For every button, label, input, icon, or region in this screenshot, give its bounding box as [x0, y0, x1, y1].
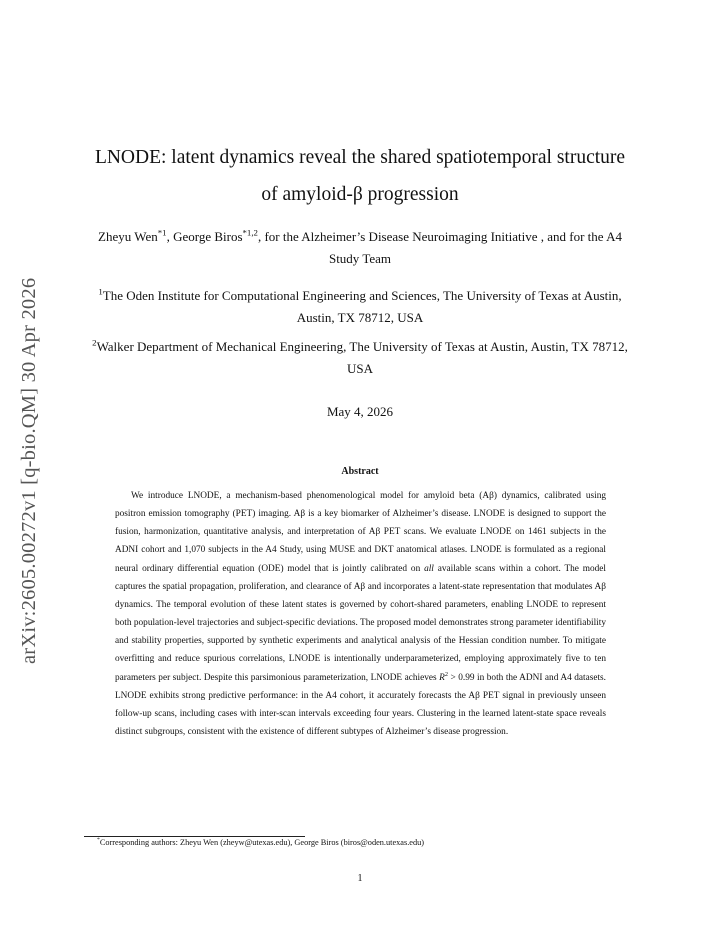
title-line-1: LNODE: latent dynamics reveal the shared spatiotemporal structure — [94, 147, 626, 168]
abstract-text-part: available scans within a cohort. The model captures the spatial propagation, proliferation, and clearance of Aβ and incorporates a latent-state representation that modulates Aβ dynamics. The temporal evolution of these latent states is governed by cohort-shared parameters, enabling LNODE to represent both population-level trajectories and subject-specific deviations. The proposed model demonstrates strong parameter identifiability and stability properties, supported by synthetic experiments and analytical analysis of the Hessian condition number. To mitigate overfitting and reduce spurious correlations, LNODE is intentionally underparameterized, employing approximately five to ten parameters per subject. Despite this parsimonious parameterization, LNODE achieves — [115, 563, 606, 683]
affiliation-2 — [84, 336, 636, 380]
page-number: 1 — [357, 873, 363, 884]
r-squared-exponent: 2 — [444, 670, 448, 678]
author-list — [84, 226, 636, 270]
corresponding-author-footnote — [97, 838, 424, 847]
title-line-2: of amyloid-β progression — [261, 184, 459, 205]
arxiv-identifier-stamp: arXiv:2605.00272v1 [q-bio.QM] 30 Apr 2026 — [18, 277, 40, 664]
abstract-text-part: > 0.99 in both the ADNI and A4 datasets. LNODE exhibits strong predictive performance: in the A4 cohort, it accurately forecasts the Aβ PET signal in previously unseen follow-up scans, including cases with inter-scan intervals exceeding four years. Clustering in the learned latent-state space reveals distinct subgroups, consistent with the existence of different subtypes of Alzheimer’s disease progression. — [115, 672, 606, 738]
affiliation-text: Walker Department of Mechanical Engineering, The University of Texas at Austin, Austin, TX 78712, USA — [96, 339, 628, 376]
affiliation-mark: 2 — [92, 337, 97, 348]
author-name: Zheyu Wen — [98, 229, 158, 244]
author-separator: , — [166, 229, 174, 244]
abstract-emphasis: all — [424, 563, 434, 574]
abstract-text — [115, 487, 606, 741]
author-groups: , for the Alzheimer’s Disease Neuroimaging Initiative , and for the A4 Study Team — [257, 229, 622, 266]
abstract-text-part: We introduce LNODE, a mechanism-based phenomenological model for amyloid beta (Aβ) dynamics, calibrated using positron emission tomography (PET) imaging. Aβ is a key biomarker of Alzheimer’s disease. LNODE is designed to support the fusion, harmonization, quantitative analysis, and interpretation of Aβ PET scans. We evaluate LNODE on 1461 subjects in the ADNI cohort and 1,070 subjects in the A4 Study, using MUSE and DKT anatomical atlases. LNODE is formulated as a regional neural ordinary differential equation (ODE) model that is jointly calibrated on — [115, 491, 606, 574]
footnote-mark: * — [97, 837, 100, 844]
author-name: George Biros — [173, 229, 243, 244]
affiliation-mark: 1 — [98, 286, 103, 297]
affiliation-1 — [84, 285, 636, 329]
footnote-rule — [84, 836, 305, 837]
r-squared-symbol: R — [439, 672, 445, 683]
author-affiliation-mark: *1,2 — [242, 227, 258, 238]
paper-title — [84, 139, 636, 213]
author-affiliation-mark: *1 — [157, 227, 167, 238]
affiliation-text: The Oden Institute for Computational Engineering and Sciences, The University of Texas at Austin, Austin, TX 78712, USA — [102, 288, 622, 325]
abstract-heading: Abstract — [341, 466, 379, 477]
footnote-text: Corresponding authors: Zheyu Wen (zheyw@utexas.edu), George Biros (biros@oden.utexas.edu) — [99, 838, 425, 847]
paper-date: May 4, 2026 — [326, 404, 394, 419]
